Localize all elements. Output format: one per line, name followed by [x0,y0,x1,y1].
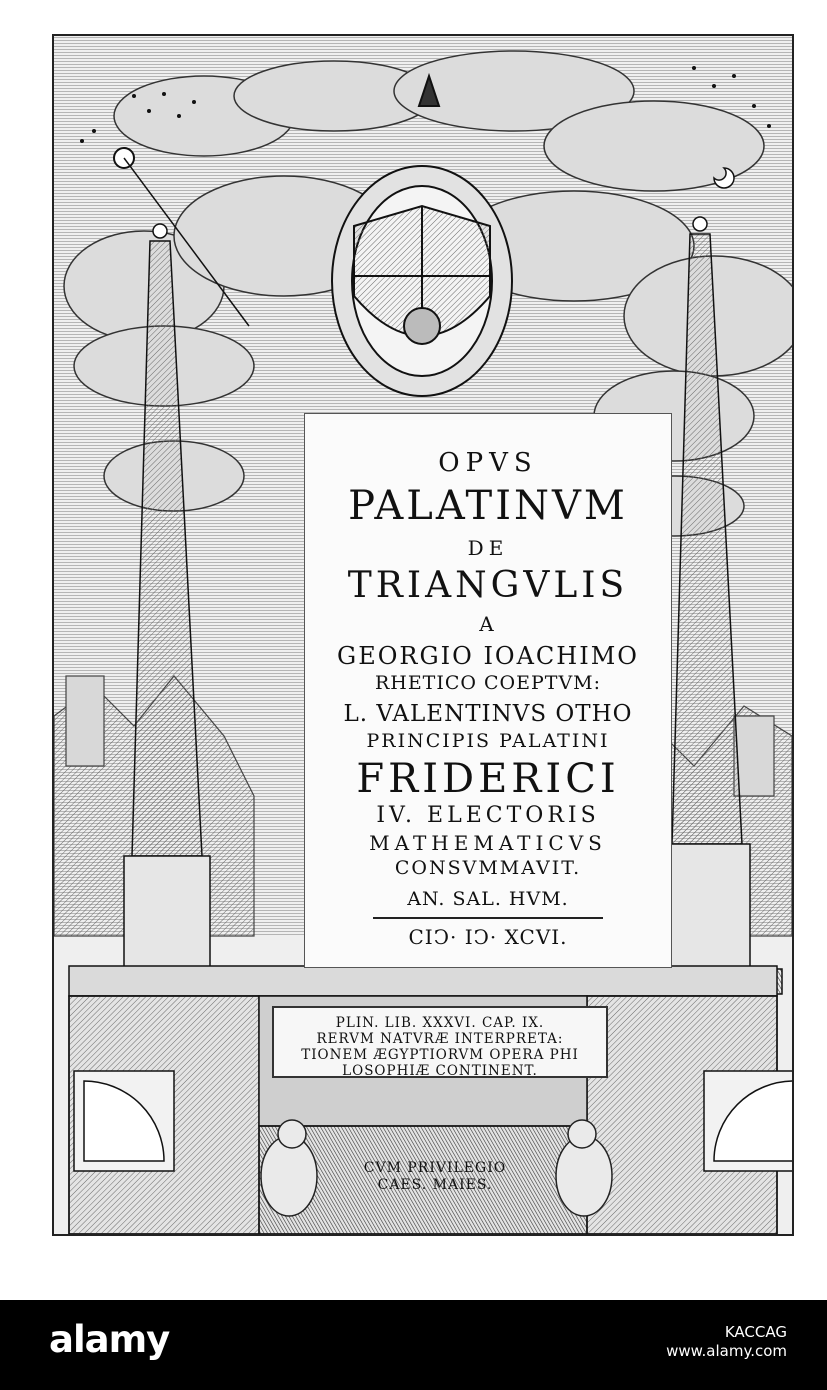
cartouche-line: CVM PRIVILEGIO [363,1160,507,1176]
watermark-info [666,1323,787,1361]
watermark-url: www.alamy.com [666,1342,787,1360]
title-line-consummavit: CONSVMMAVIT. [394,857,582,879]
title-line-opus: OPVS [438,448,538,478]
title-line-an-sal: AN. SAL. HVM. [407,888,569,910]
title-rule [373,917,603,919]
title-line-palatinum: PALATINVM [348,483,628,529]
privilege-cartouche [325,1160,545,1206]
watermark-image-id: KACCAG [724,1323,787,1341]
plaque-line: RERVM NATVRÆ INTERPRETA: [316,1031,564,1047]
plaque-line: TIONEM ÆGYPTIORVM OPERA PHI [301,1047,579,1063]
title-line-principis: PRINCIPIS PALATINI [366,730,610,752]
pliny-plaque [272,1006,608,1078]
title-line-valentinus: L. VALENTINVS OTHO [343,701,633,727]
watermark-logo: alamy [49,1318,170,1361]
title-line-de: DE [467,536,509,560]
title-line-a: A [479,612,497,636]
cartouche-line: CAES. MAIES. [377,1177,493,1193]
title-line-georgio: GEORGIO IOACHIMO [337,642,639,670]
title-line-triangulis: TRIANGVLIS [347,565,629,606]
title-line-friderici: FRIDERICI [356,756,620,802]
title-line-mathematicus: MATHEMATICVS [369,831,607,855]
title-line-rhetico: RHETICO COEPTVM: [374,672,602,694]
title-panel [304,413,672,968]
plaque-line: LOSOPHIÆ CONTINENT. [342,1063,538,1079]
title-line-electoris: IV. ELECTORIS [376,803,600,828]
plaque-line: PLIN. LIB. XXXVI. CAP. IX. [335,1015,545,1031]
title-line-year: CIↃ· IↃ· XCVI. [408,925,568,949]
